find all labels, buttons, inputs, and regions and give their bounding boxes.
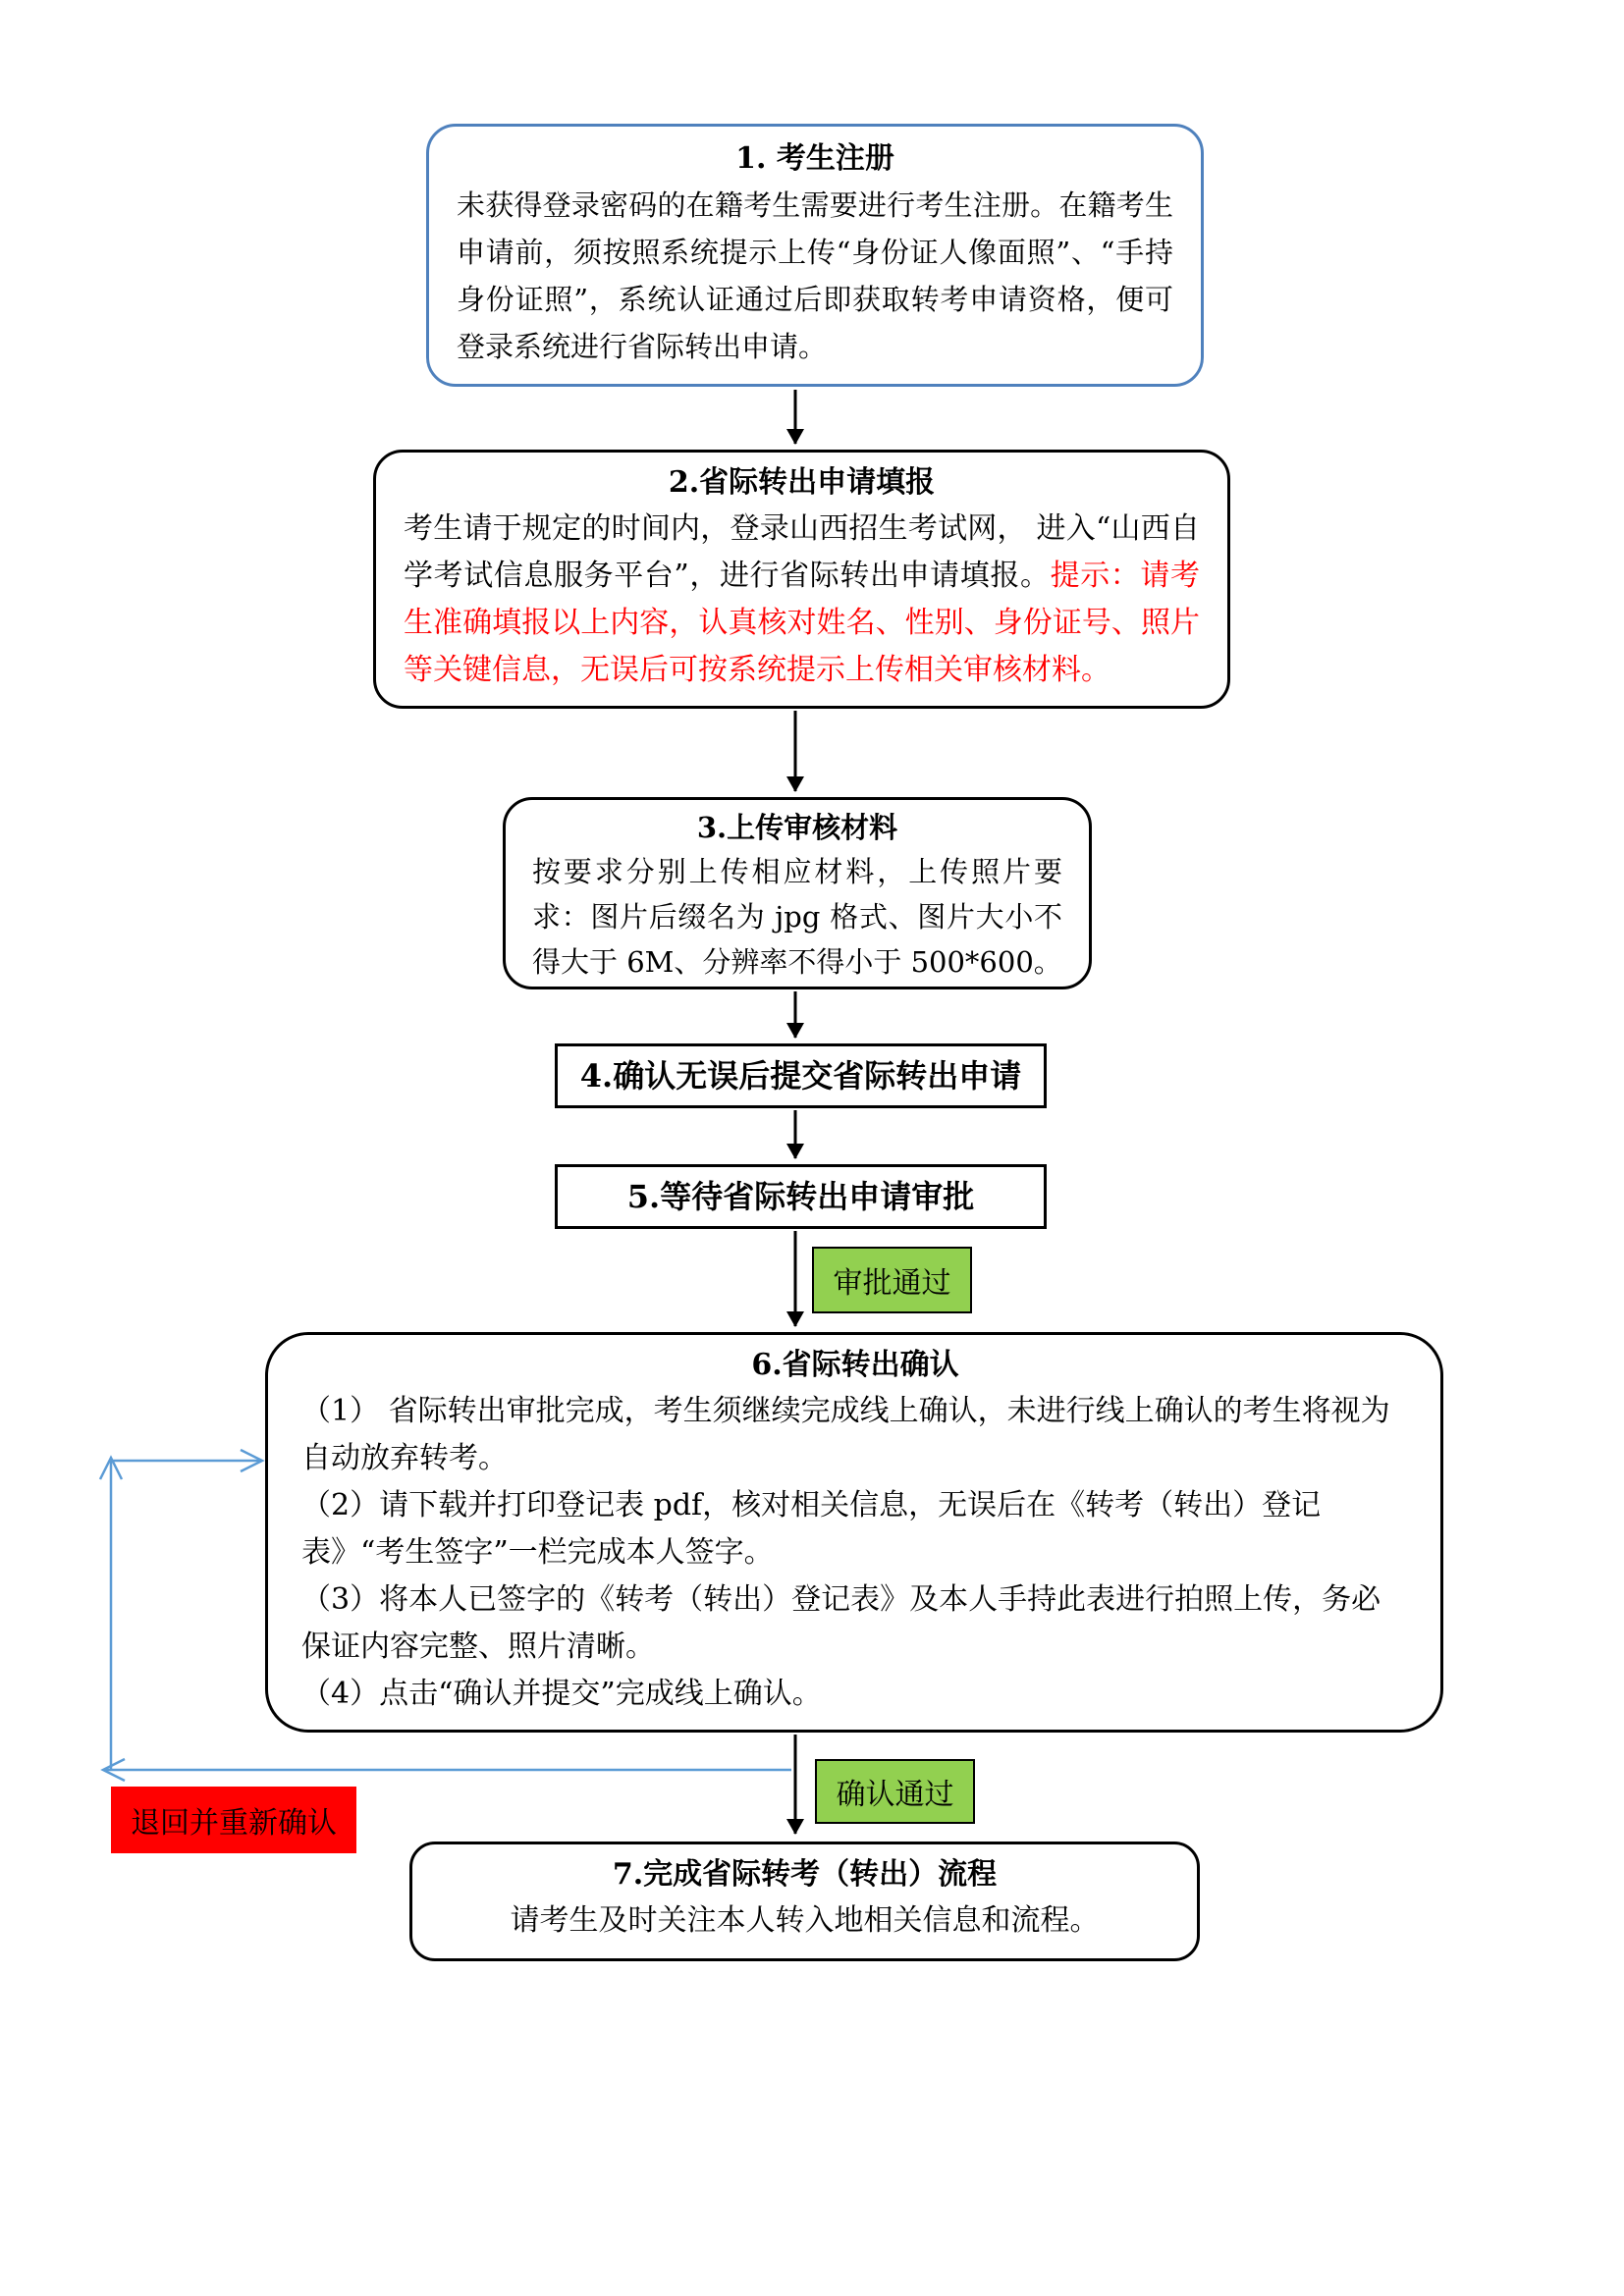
step6-item-3: （3）将本人已签字的《转考（转出）登记表》及本人手持此表进行拍照上传，务必保证内容完整、照片清晰。 xyxy=(301,1582,1381,1664)
step6-body xyxy=(301,1388,1409,1718)
step3-title: 3.上传审核材料 xyxy=(696,811,898,844)
step7-box xyxy=(409,1842,1200,1961)
step5-box xyxy=(555,1164,1047,1229)
step2-body xyxy=(404,506,1200,694)
return-reconfirm-label: 退回并重新确认 xyxy=(111,1787,356,1853)
step1-body: 未获得登录密码的在籍考生需要进行考生注册。在籍考生申请前，须按照系统提示上传“身份证人像面照”、“手持身份证照”，系统认证通过后即获取转考申请资格，便可登录系统进行省际转出申请。 xyxy=(457,188,1173,363)
step1-title: 1. 考生注册 xyxy=(735,141,894,176)
step4-box xyxy=(555,1043,1047,1108)
step7-body: 请考生及时关注本人转入地相关信息和流程。 xyxy=(510,1903,1100,1938)
confirm-passed-label: 确认通过 xyxy=(815,1759,975,1824)
approval-passed-label: 审批通过 xyxy=(812,1247,972,1313)
step2-title: 2.省际转出申请填报 xyxy=(668,465,936,500)
step6-item-1: （1） 省际转出审批完成，考生须继续完成线上确认，未进行线上确认的考生将视为自动放弃转考。 xyxy=(301,1394,1390,1475)
step6-item-2: （2）请下载并打印登记表 pdf，核对相关信息，无误后在《转考（转出）登记表》“考生签字”一栏完成本人签字。 xyxy=(301,1488,1322,1570)
step6-item-4: （4）点击“确认并提交”完成线上确认。 xyxy=(301,1677,822,1711)
step2-body-red-note: 提示：请考生准确填报以上内容，认真核对姓名、性别、身份证号、照片等关键信息，无误后可按系统提示上传相关审核材料。 xyxy=(404,559,1201,687)
step7-title: 7.完成省际转考（转出）流程 xyxy=(612,1857,998,1892)
step1-box xyxy=(426,124,1204,387)
step4-title: 4.确认无误后提交省际转出申请 xyxy=(579,1057,1022,1095)
step2-box xyxy=(373,450,1230,709)
step3-body: 按要求分别上传相应材料，上传照片要求：图片后缀名为 jpg 格式、图片大小不得大于 6M、分辨率不得小于 500*600。 xyxy=(532,855,1062,979)
step6-box xyxy=(265,1332,1443,1733)
step6-title: 6.省际转出确认 xyxy=(751,1348,959,1382)
step5-title: 5.等待省际转出申请审批 xyxy=(626,1178,975,1215)
step2-body-black: 考生请于规定的时间内，登录山西招生考试网， 进入“山西自学考试信息服务平台”，进行省际转出申请填报。 xyxy=(404,511,1200,593)
step3-box xyxy=(503,797,1092,989)
